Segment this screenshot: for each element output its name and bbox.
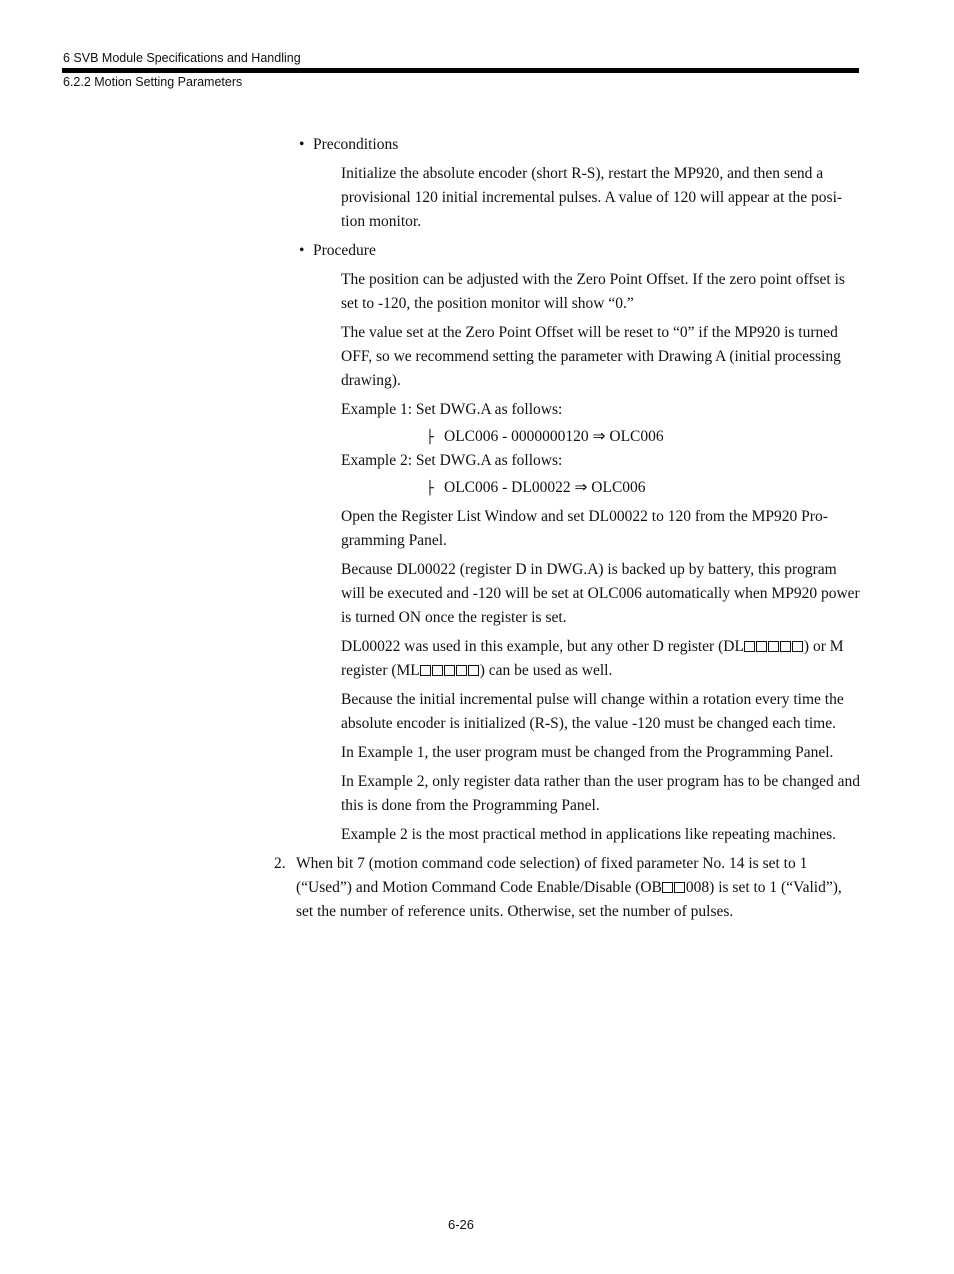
procedure-paragraph-6: Because the initial incremental pulse will change within a rotation every time the absolute encoder is initialized (R-S), the value -120 must be changed each time. [341,691,844,732]
procedure-paragraph-1: The position can be adjusted with the Zero Point Offset. If the zero point offset is set to -120, the position monitor will show “0.” [341,271,845,312]
item2-text [296,852,856,924]
chapter-header: 6 SVB Module Specifications and Handling [63,51,301,65]
preconditions-text: Initialize the absolute encoder (short R-S), restart the MP920, and then send a provisional 120 initial incremental pulses. A value of 120 will appear at the posi-tion monitor. [341,165,843,230]
p5-part-b: ) or M register (ML [341,638,844,679]
procedure-paragraph-9: Example 2 is the most practical method in applications like repeating machines. [341,826,836,843]
example1-equation-text: OLC006 - 0000000120 ⇒ OLC006 [444,428,664,445]
preconditions-title: Preconditions [313,136,399,153]
example1-label: Example 1: Set DWG.A as follows: [341,401,563,418]
bullet-dot: • [299,242,305,259]
item2-part-a: When bit 7 (motion command code selection) of fixed parameter No. 14 is set to 1 (“Used”) and Motion Command Code Enable/Disable (OB [296,855,808,896]
placeholder-box-icon [456,665,467,676]
procedure-paragraph-4: Because DL00022 (register D in DWG.A) is backed up by battery, this program will be executed and -120 will be set at OLC006 automatically when MP920 power is turned ON once the register is set. [341,561,860,626]
placeholder-box-icon [662,882,673,893]
procedure-title: Procedure [313,242,376,259]
contact-icon: ├ [426,481,434,496]
example2-equation-text: OLC006 - DL00022 ⇒ OLC006 [444,479,646,496]
placeholder-box-icon [780,641,791,652]
placeholder-box-icon [756,641,767,652]
placeholder-box-icon [744,641,755,652]
placeholder-box-icon [468,665,479,676]
procedure-paragraph-7: In Example 1, the user program must be changed from the Programming Panel. [341,744,834,761]
placeholder-box-icon [432,665,443,676]
item2-number: 2. [274,855,286,872]
header-rule [62,68,859,73]
contact-icon: ├ [426,430,434,445]
p5-part-c: ) can be used as well. [479,662,613,679]
procedure-bullet [299,239,376,263]
preconditions-bullet [299,133,398,157]
placeholder-box-icon [444,665,455,676]
procedure-paragraph-2: The value set at the Zero Point Offset will be reset to “0” if the MP920 is turned OFF, so we recommend setting the parameter with Drawing A (initial processing drawing). [341,324,841,389]
placeholder-box-icon [768,641,779,652]
example1-equation [426,425,664,450]
p5-part-a: DL00022 was used in this example, but any other D register (DL [341,638,744,655]
example2-label: Example 2: Set DWG.A as follows: [341,452,563,469]
procedure-paragraph-8: In Example 2, only register data rather than the user program has to be changed and this is done from the Programming Panel. [341,773,861,814]
procedure-paragraph-3: Open the Register List Window and set DL00022 to 120 from the MP920 Pro-gramming Panel. [341,508,828,549]
page-number: 6-26 [447,1217,475,1232]
placeholder-box-icon [674,882,685,893]
procedure-paragraph-5 [341,635,861,683]
item2-part-b: 008) is set to 1 (“Valid”), set the number of reference units. Otherwise, set the number of pulses. [296,879,842,920]
example2-equation [426,476,646,501]
bullet-dot: • [299,136,305,153]
placeholder-box-icon [420,665,431,676]
placeholder-box-icon [792,641,803,652]
section-header: 6.2.2 Motion Setting Parameters [63,75,243,89]
